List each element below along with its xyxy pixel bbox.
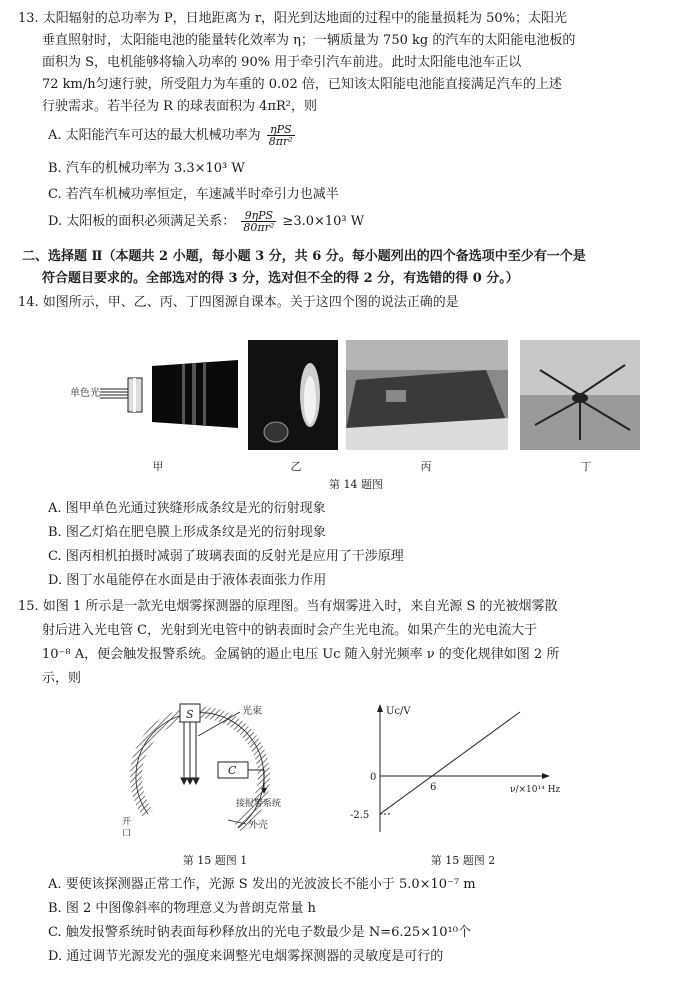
- section-2-heading-line-2: 符合题目要求的。全部选对的得 3 分，选对但不全的得 2 分，有选错的得 0 分。）: [42, 271, 519, 286]
- q13-line-5: 行驶需求。若半径为 R 的球表面积为 4πR²，则: [42, 99, 317, 114]
- q15-option-b: B. 图 2 中图像斜率的物理意义为普朗克常量 h: [48, 901, 316, 916]
- mono-light-label: 单色光: [70, 388, 100, 399]
- q14-figure-caption: 第 14 题图: [329, 478, 383, 491]
- light-source-label: S: [186, 708, 194, 721]
- figure-ding: [520, 340, 640, 450]
- opening-label-char-2: 口: [122, 829, 132, 839]
- figure-label-jia: 甲: [152, 460, 164, 473]
- phototube-label: C: [228, 764, 237, 777]
- q13-option-d: [48, 210, 668, 233]
- graph-line: [380, 712, 520, 814]
- soap-film-illustration: [248, 340, 338, 450]
- figure-label-ding: 丁: [580, 460, 592, 473]
- soap-film-ring: [264, 422, 288, 442]
- slit: [133, 378, 136, 412]
- opening-label: [122, 816, 134, 839]
- q15-line-1: 15. 如图 1 所示是一款光电烟雾探测器的原理图。当有烟雾进入时，来自光源 S 的光被烟雾散: [18, 599, 558, 614]
- shell-label: 外壳: [248, 820, 268, 831]
- graph-origin-label: 0: [370, 772, 377, 783]
- q13-option-b: B. 汽车的机械功率为 3.3×10³ W: [48, 161, 245, 176]
- q13-line-4: 72 km/h匀速行驶，所受阻力为车重的 0.02 倍，已知该太阳能电池能直接满足汽车的上述: [42, 77, 562, 92]
- q13-line-1: 13. 太阳辐射的总功率为 P，日地距离为 r，阳光到达地面的过程中的能量损耗为 50%；太阳光: [18, 11, 568, 26]
- fraction-numerator: ηPS: [267, 124, 295, 136]
- figure-label-bing: 丙: [420, 460, 432, 473]
- q15-option-a: A. 要使该探测器正常工作，光源 S 发出的光波波长不能小于 5.0×10⁻⁷ m: [48, 877, 476, 892]
- q15-figure-1-caption: 第 15 题图 1: [182, 854, 248, 867]
- light-rays: [100, 389, 128, 398]
- q13-line-3: 面积为 S，电机能够将输入功率的 90% 用于牵引汽车前进。此时太阳能电池车正以: [42, 55, 522, 70]
- q14-stem: 14. 如图所示，甲、乙、丙、丁四图源自课本。关于这四个图的说法正确的是: [18, 295, 459, 310]
- q13-option-a-fraction: [267, 124, 295, 147]
- fraction-denominator: 8πr²: [268, 135, 293, 148]
- q15-figure-2-caption: 第 15 题图 2: [430, 854, 496, 867]
- opening-label-char-1: 开: [122, 817, 132, 827]
- slit-diffraction-illustration: [70, 360, 240, 430]
- light-beam: [181, 722, 199, 784]
- q13-option-a: [48, 124, 668, 147]
- q13-option-a-text: A. 太阳能汽车可达的最大机械功率为: [48, 128, 261, 143]
- fraction-numerator: 9ηPS: [241, 210, 276, 222]
- car-window-illustration: [346, 340, 508, 450]
- figure-bing: [346, 340, 508, 450]
- section-2-heading-line-1: 二、选择题 Ⅱ（本题共 2 小题，每小题 3 分，共 6 分。每小题列出的四个备选项中至少有一个是: [22, 249, 586, 264]
- figure-yi: [248, 340, 338, 450]
- figure-jia: [70, 360, 240, 430]
- graph-x-label: ν/×10¹⁴ Hz: [510, 785, 561, 795]
- q13-option-d-fraction: [241, 210, 276, 233]
- q15-line-2: 射后进入光电管 C，光射到光电管中的钠表面时会产生光电流。如果产生的光电流大于: [42, 623, 538, 638]
- q14-option-a: A. 图甲单色光通过狭缝形成条纹是光的衍射现象: [48, 501, 326, 516]
- stopping-voltage-graph: [350, 700, 580, 840]
- q13-option-d-tail: ≥3.0×10³ W: [282, 214, 365, 229]
- q13-option-c: C. 若汽车机械功率恒定，车速减半时牵引力也减半: [48, 187, 339, 202]
- alarm-label: 接报警系统: [236, 799, 282, 809]
- q14-option-d: D. 图丁水黾能停在水面是由于液体表面张力作用: [48, 573, 327, 588]
- water-strider-body: [572, 393, 588, 403]
- smoke-detector-diagram: [120, 696, 320, 846]
- q13-option-d-text: D. 太阳板的面积必须满足关系：: [48, 214, 236, 229]
- graph-y-label: Uc/V: [386, 706, 411, 717]
- beam-label: 光束: [242, 706, 262, 717]
- q14-option-c: C. 图丙相机拍摄时减弱了玻璃表面的反射光是应用了干涉原理: [48, 549, 404, 564]
- figure-label-yi: 乙: [290, 460, 302, 473]
- graph-y-tick: -2.5: [350, 810, 370, 821]
- q14-option-b: B. 图乙灯焰在肥皂膜上形成条纹是光的衍射现象: [48, 525, 326, 540]
- q15-line-3: 10⁻⁸ A，便会触发报警系统。金属钠的遏止电压 Uc 随入射光频率 ν 的变化规律如图 2 所: [42, 647, 560, 662]
- graph-x-tick: 6: [430, 782, 437, 793]
- q13-line-2: 垂直照射时，太阳能电池的能量转化效率为 η；一辆质量为 750 kg 的汽车的太阳能电池板的: [42, 33, 576, 48]
- q15-line-4: 示，则: [42, 671, 82, 686]
- q15-figure-1: [120, 696, 320, 846]
- q15-option-c: C. 触发报警系统时钠表面每秒释放出的光电子数最少是 N=6.25×10¹⁰个: [48, 925, 471, 940]
- q15-option-d: D. 通过调节光源发光的强度来调整光电烟雾探测器的灵敏度是可行的: [48, 949, 444, 964]
- water-strider-illustration: [520, 340, 640, 450]
- fraction-denominator: 80πr²: [243, 221, 275, 234]
- q15-figure-2: [350, 700, 580, 840]
